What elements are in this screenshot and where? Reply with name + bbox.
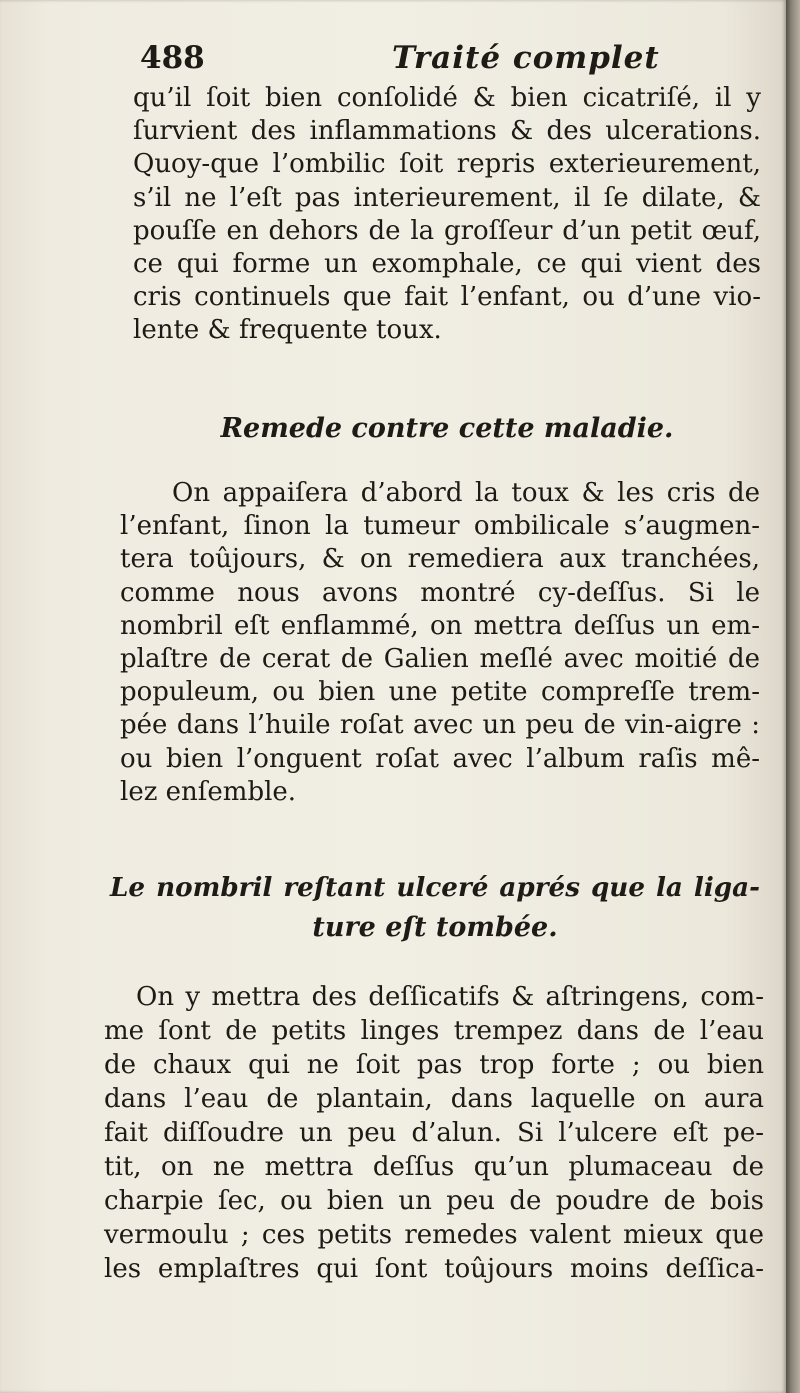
text-line: de chaux qui ne ſoit pas trop forte ; ou bien <box>104 1050 764 1080</box>
page-header <box>140 40 760 80</box>
running-title: Traité complet <box>392 40 660 76</box>
text-line: plaſtre de cerat de Galien meſlé avec moitié de <box>120 643 760 674</box>
page-number: 488 <box>140 40 205 76</box>
text-line: pée dans l’huile roſat avec un peu de vin-aigre : <box>120 710 760 741</box>
text-line: dans l’eau de plantain, dans laquelle on aura <box>104 1084 764 1114</box>
text-line: ſurvient des inflammations & des ulcerations. <box>133 116 761 147</box>
text-line: cris continuels que fait l’enfant, ou d’une vio- <box>133 282 761 313</box>
text-line: me ſont de petits linges trempez dans de l’eau <box>104 1016 764 1046</box>
heading-line: ture eſt tombée. <box>312 912 558 943</box>
paragraph-2 <box>120 477 760 809</box>
book-spine-edge <box>786 0 800 1393</box>
text-line: vermoulu ; ces petits remedes valent mieux que <box>104 1220 764 1250</box>
text-line: s’il ne l’eſt pas interieurement, il ſe dilate, & <box>133 182 761 213</box>
text-line: On y mettra des deſſicatifs & aſtringens, com- <box>136 982 764 1012</box>
text-line: pouſſe en dehors de la groſſeur d’un petit œuf, <box>133 215 761 246</box>
section-heading: Remede contre cette maladie. <box>220 413 674 444</box>
text-line: lente & frequente toux. <box>133 315 442 346</box>
text-line: fait diſſoudre un peu d’alun. Si l’ulcere eſt pe- <box>104 1118 764 1148</box>
text-line: tera toûjours, & on remediera aux tranchées, <box>120 544 760 575</box>
section-heading <box>110 868 760 948</box>
heading-line: Le nombril reſtant ulceré aprés que la liga- <box>110 872 760 903</box>
text-line: l’enfant, ſinon la tumeur ombilicale s’augmen- <box>120 511 760 542</box>
text-line: populeum, ou bien une petite compreſſe trem- <box>120 677 760 708</box>
text-line: comme nous avons montré cy-deſſus. Si le <box>120 577 760 608</box>
text-line: qu’il ſoit bien conſolidé & bien cicatriſé, il y <box>133 83 761 113</box>
text-line: ou bien l’onguent roſat avec l’album raſis mê- <box>120 743 760 774</box>
text-line: Quoy-que l’ombilic ſoit repris exterieurement, <box>133 149 761 180</box>
text-line: ce qui forme un exomphale, ce qui vient des <box>133 248 761 279</box>
text-line: On appaiſera d’abord la toux & les cris de <box>172 478 760 508</box>
paragraph-1 <box>133 82 761 348</box>
text-line: nombril eſt enflammé, on mettra deſſus un em- <box>120 610 760 641</box>
paragraph-3 <box>104 980 764 1286</box>
text-line: tit, on ne mettra deſſus qu’un plumaceau de <box>104 1152 764 1182</box>
text-line: lez enſemble. <box>120 776 297 807</box>
text-line: charpie ſec, ou bien un peu de poudre de bois <box>104 1186 764 1216</box>
text-line: les emplaſtres qui ſont toûjours moins deſſica- <box>104 1254 764 1284</box>
